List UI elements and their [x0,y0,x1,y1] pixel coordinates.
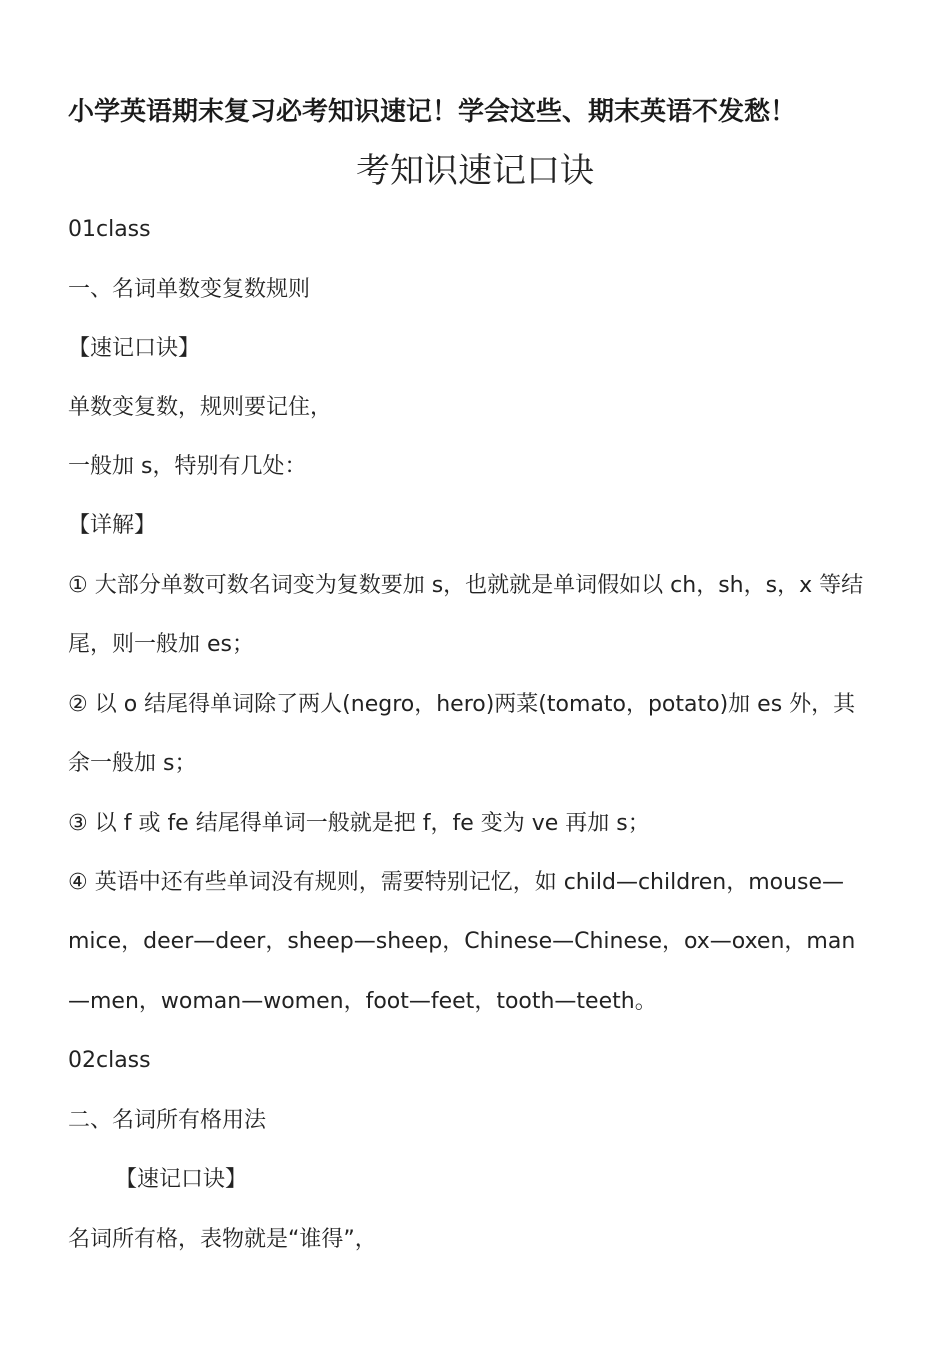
mnemonic-line-2: 一般加 s，特别有几处： [68,454,307,479]
document-subtitle: 考知识速记口诀 [356,151,594,191]
detail-item-4-cont-1: mice，deer—deer，sheep—sheep，Chinese—Chinese，ox—oxen，man [68,929,856,954]
mnemonic-line-possessive: 名词所有格，表物就是“谁得”， [68,1227,377,1252]
mnemonic-heading: 【速记口诀】 [68,336,201,361]
detail-heading: 【详解】 [68,513,157,538]
section-heading-possessive: 二、名词所有格用法 [68,1108,267,1133]
detail-item-4-cont-2: —men，woman—women，foot—feet，tooth—teeth。 [68,989,657,1014]
detail-item-3: ③ 以 f 或 fe 结尾得单词一般就是把 f，fe 变为 ve 再加 s； [68,811,650,836]
mnemonic-line-1: 单数变复数，规则要记住， [68,395,333,420]
detail-item-2: ② 以 o 结尾得单词除了两人(negro，hero)两菜(tomato，potato)加 es 外，其 [68,692,856,717]
detail-item-1: ① 大部分单数可数名词变为复数要加 s，也就就是单词假如以 ch，sh，s，x 等结 [68,573,864,598]
mnemonic-heading-2: 【速记口诀】 [115,1167,248,1192]
detail-item-2-cont: 余一般加 s； [68,751,197,776]
detail-item-4: ④ 英语中还有些单词没有规则，需要特别记忆，如 child—children，mouse— [68,870,845,895]
section-label-02class: 02class [68,1048,151,1073]
detail-item-1-cont: 尾，则一般加 es； [68,632,254,657]
section-label-01class: 01class [68,217,151,242]
section-heading-plural-rules: 一、名词单数变复数规则 [68,277,311,302]
document-title: 小学英语期末复习必考知识速记！学会这些、期末英语不发愁！ [68,97,797,127]
